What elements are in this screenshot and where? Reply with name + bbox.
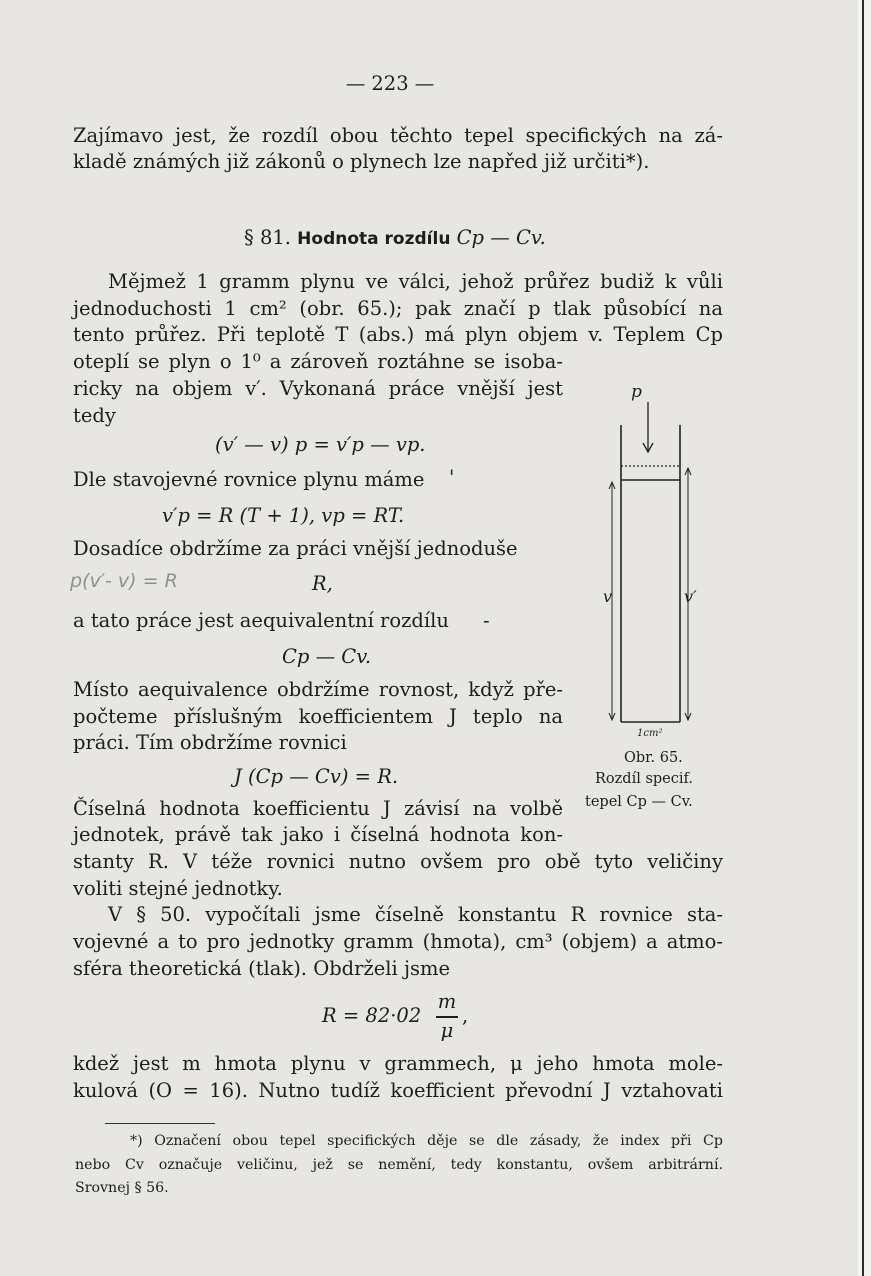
- equation-cp-cv: Cp — Cv.: [282, 645, 372, 668]
- line-atato: a tato práce jest aequivalentní rozdílu: [73, 609, 449, 632]
- fraction-denominator: μ: [440, 1019, 454, 1042]
- fraction-comma: ,: [462, 1004, 469, 1027]
- para2-line-3: práci. Tím obdržíme rovnici: [73, 731, 347, 754]
- intro-line-2: kladě známých již zákonů o plynech lze napřed již určiti*).: [73, 150, 650, 173]
- line-dle: Dle stavojevné rovnice plynu máme: [73, 468, 425, 491]
- stray-mark-2: -: [483, 609, 490, 632]
- para3-line-3: stanty R. V téže rovnici nutno ovšem pro obě tyto veličiny: [73, 850, 723, 873]
- equation-r: R,: [312, 572, 333, 595]
- para3-line-1: Číselná hodnota koefficientu J závisí na volbě: [73, 797, 563, 820]
- section-number: § 81.: [244, 226, 291, 249]
- pencil-annotation: p(v′- v) = R: [70, 570, 178, 592]
- para5-line-1: kdež jest m hmota plynu v grammech, μ jeho hmota mole-: [73, 1052, 723, 1075]
- para1-line-5: ricky na objem v′. Vykonaná práce vnější jest: [73, 377, 563, 400]
- footnote-line-3: Srovnej § 56.: [75, 1180, 169, 1196]
- figure-caption-3: tepel Cp — Cv.: [585, 794, 693, 810]
- equation-work: (v′ — v) p = v′p — vp.: [215, 433, 426, 456]
- para1-line-2: jednoduchosti 1 cm² (obr. 65.); pak značí p tlak působící na: [73, 297, 723, 320]
- figure-caption-2: Rozdíl specif.: [595, 771, 693, 787]
- equation-j: J (Cp — Cv) = R.: [234, 765, 399, 788]
- line-dosadice: Dosadíce obdržíme za práci vnější jednoduše: [73, 537, 518, 560]
- para1-line-3: tento průřez. Při teplotě T (abs.) má plyn objem v. Teplem Cp: [73, 323, 723, 346]
- intro-line-1: Zajímavo jest, že rozdíl obou těchto tepel specifických na zá-: [73, 124, 723, 147]
- footnote-line-2: nebo Cv označuje veličinu, jež se nemění, tedy konstantu, ovšem arbitrární.: [75, 1157, 723, 1173]
- equation-state: v′p = R (T + 1), vp = RT.: [162, 504, 405, 527]
- figure-label-v-prime: v′: [684, 587, 697, 606]
- section-title: Hodnota rozdílu: [297, 229, 451, 249]
- para4-line-1: V § 50. vypočítali jsme číselně konstantu R rovnice sta-: [108, 903, 723, 926]
- para1-line-4: oteplí se plyn o 1⁰ a zároveň roztáhne se isoba-: [73, 350, 563, 373]
- para1-line-6: tedy: [73, 404, 116, 427]
- equation-r-value: R = 82·02: [322, 1004, 422, 1027]
- para4-line-3: sféra theoretická (tlak). Obdrželi jsme: [73, 957, 451, 980]
- fraction-numerator: m: [437, 990, 457, 1013]
- para3-line-4: voliti stejné jednotky.: [73, 877, 283, 900]
- stray-mark-1: ': [449, 466, 455, 489]
- figure-caption-1: Obr. 65.: [624, 750, 683, 766]
- section-formula: Cp — Cv.: [456, 226, 546, 249]
- figure-label-v: v: [603, 587, 613, 606]
- para3-line-2: jednotek, právě tak jako i číselná hodnota kon-: [73, 823, 563, 846]
- para4-line-2: vojevné a to pro jednotky gramm (hmota), cm³ (objem) a atmo-: [73, 930, 723, 953]
- para1-line-1: Mějmež 1 gramm plynu ve válci, jehož průřez budiž k vůli: [108, 270, 723, 293]
- para5-line-2: kulová (O = 16). Nutno tudíž koefficient převodní J vztahovati: [73, 1079, 723, 1102]
- figure-label-p: p: [631, 382, 642, 402]
- para2-line-1: Místo aequivalence obdržíme rovnost, když pře-: [73, 678, 563, 701]
- page-number: — 223 —: [345, 72, 435, 95]
- para2-line-2: počteme příslušným koefficientem J teplo na: [73, 705, 563, 728]
- figure-label-area: 1cm²: [637, 728, 663, 739]
- footnote-line-1: *) Označení obou tepel specifických děje se dle zásady, že index při Cp: [130, 1133, 723, 1149]
